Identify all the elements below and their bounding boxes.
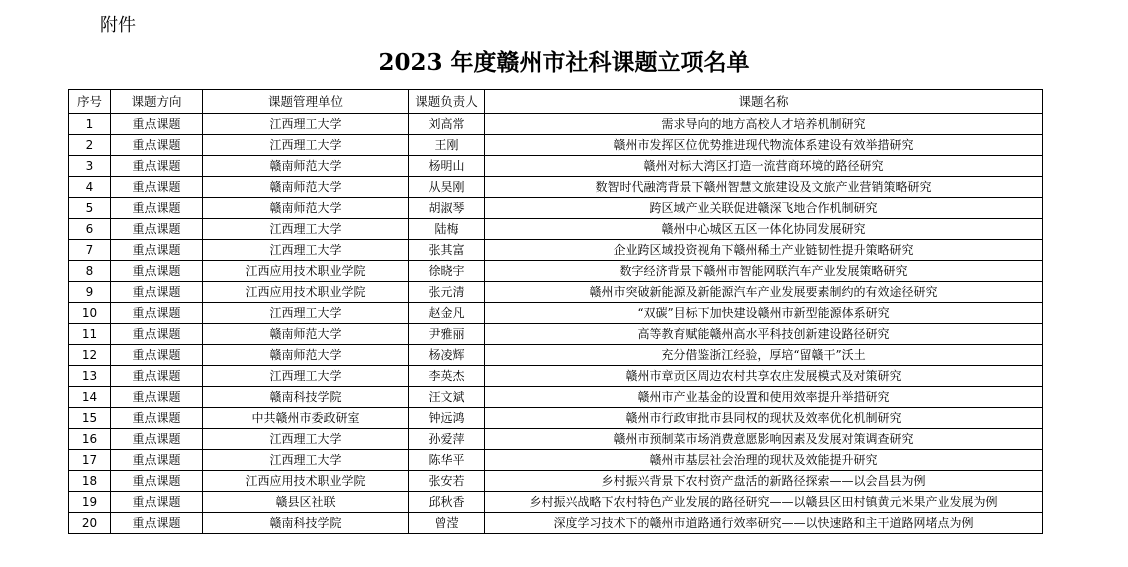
- cell-serial-number: 6: [69, 219, 111, 240]
- cell-project-direction: 重点课题: [111, 471, 203, 492]
- header-project-direction: 课题方向: [111, 90, 203, 114]
- cell-project-leader: 胡淑琴: [409, 198, 485, 219]
- cell-project-direction: 重点课题: [111, 387, 203, 408]
- cell-project-direction: 重点课题: [111, 177, 203, 198]
- cell-project-leader: 王刚: [409, 135, 485, 156]
- cell-project-direction: 重点课题: [111, 156, 203, 177]
- cell-managing-unit: 江西理工大学: [203, 366, 409, 387]
- cell-project-leader: 杨明山: [409, 156, 485, 177]
- table-row: [69, 408, 1043, 429]
- cell-project-direction: 重点课题: [111, 219, 203, 240]
- cell-project-leader: 刘高常: [409, 114, 485, 135]
- cell-serial-number: 9: [69, 282, 111, 303]
- cell-managing-unit: 江西理工大学: [203, 135, 409, 156]
- cell-project-leader: 孙爱萍: [409, 429, 485, 450]
- cell-managing-unit: 江西理工大学: [203, 450, 409, 471]
- cell-project-leader: 汪文斌: [409, 387, 485, 408]
- table-row: [69, 282, 1043, 303]
- cell-project-name: 赣州中心城区五区一体化协同发展研究: [485, 219, 1043, 240]
- cell-project-leader: 曾滢: [409, 513, 485, 534]
- cell-project-name: 赣州市预制菜市场消费意愿影响因素及发展对策调查研究: [485, 429, 1043, 450]
- cell-serial-number: 17: [69, 450, 111, 471]
- cell-serial-number: 16: [69, 429, 111, 450]
- table-row: [69, 177, 1043, 198]
- cell-project-name: 跨区域产业关联促进赣深飞地合作机制研究: [485, 198, 1043, 219]
- table-row: [69, 135, 1043, 156]
- cell-serial-number: 4: [69, 177, 111, 198]
- cell-project-name: 赣州市发挥区位优势推进现代物流体系建设有效举措研究: [485, 135, 1043, 156]
- table-row: [69, 198, 1043, 219]
- cell-serial-number: 10: [69, 303, 111, 324]
- cell-project-name: 需求导向的地方高校人才培养机制研究: [485, 114, 1043, 135]
- cell-serial-number: 18: [69, 471, 111, 492]
- cell-project-leader: 张其富: [409, 240, 485, 261]
- cell-project-direction: 重点课题: [111, 492, 203, 513]
- header-project-name: 课题名称: [485, 90, 1043, 114]
- cell-project-direction: 重点课题: [111, 513, 203, 534]
- cell-managing-unit: 江西应用技术职业学院: [203, 261, 409, 282]
- cell-serial-number: 3: [69, 156, 111, 177]
- cell-managing-unit: 赣南科技学院: [203, 513, 409, 534]
- cell-project-direction: 重点课题: [111, 408, 203, 429]
- cell-project-name: 赣州对标大湾区打造一流营商环境的路径研究: [485, 156, 1043, 177]
- cell-project-name: “双碳”目标下加快建设赣州市新型能源体系研究: [485, 303, 1043, 324]
- cell-project-direction: 重点课题: [111, 282, 203, 303]
- cell-managing-unit: 赣南师范大学: [203, 324, 409, 345]
- cell-serial-number: 1: [69, 114, 111, 135]
- cell-serial-number: 5: [69, 198, 111, 219]
- table-row: [69, 492, 1043, 513]
- cell-project-leader: 邱秋香: [409, 492, 485, 513]
- cell-project-leader: 徐晓宇: [409, 261, 485, 282]
- cell-managing-unit: 赣县区社联: [203, 492, 409, 513]
- cell-project-name: 赣州市产业基金的设置和使用效率提升举措研究: [485, 387, 1043, 408]
- table-row: [69, 303, 1043, 324]
- table-row: [69, 324, 1043, 345]
- cell-managing-unit: 江西理工大学: [203, 240, 409, 261]
- document-title: 2023 年度赣州市社科课题立项名单: [378, 49, 750, 76]
- table-row: [69, 240, 1043, 261]
- cell-managing-unit: 江西理工大学: [203, 429, 409, 450]
- cell-serial-number: 11: [69, 324, 111, 345]
- cell-project-name: 赣州市突破新能源及新能源汽车产业发展要素制约的有效途径研究: [485, 282, 1043, 303]
- table-row: [69, 450, 1043, 471]
- cell-project-name: 赣州市行政审批市县同权的现状及效率优化机制研究: [485, 408, 1043, 429]
- cell-serial-number: 8: [69, 261, 111, 282]
- cell-managing-unit: 赣南师范大学: [203, 198, 409, 219]
- table-row: [69, 387, 1043, 408]
- header-serial-number: 序号: [69, 90, 111, 114]
- cell-managing-unit: 江西理工大学: [203, 114, 409, 135]
- cell-project-leader: 尹雅丽: [409, 324, 485, 345]
- cell-project-name: 高等教育赋能赣州高水平科技创新建设路径研究: [485, 324, 1043, 345]
- cell-managing-unit: 江西应用技术职业学院: [203, 282, 409, 303]
- cell-managing-unit: 中共赣州市委政研室: [203, 408, 409, 429]
- cell-project-leader: 陈华平: [409, 450, 485, 471]
- cell-project-direction: 重点课题: [111, 240, 203, 261]
- cell-project-name: 数字经济背景下赣州市智能网联汽车产业发展策略研究: [485, 261, 1043, 282]
- cell-project-leader: 张元清: [409, 282, 485, 303]
- cell-project-name: 企业跨区域投资视角下赣州稀土产业链韧性提升策略研究: [485, 240, 1043, 261]
- project-list-table: [68, 89, 1043, 534]
- cell-project-direction: 重点课题: [111, 135, 203, 156]
- table-row: [69, 366, 1043, 387]
- cell-project-direction: 重点课题: [111, 324, 203, 345]
- table-header-row: [69, 90, 1043, 114]
- cell-serial-number: 14: [69, 387, 111, 408]
- cell-project-direction: 重点课题: [111, 366, 203, 387]
- cell-project-name: 数智时代融湾背景下赣州智慧文旅建设及文旅产业营销策略研究: [485, 177, 1043, 198]
- cell-managing-unit: 江西应用技术职业学院: [203, 471, 409, 492]
- cell-project-leader: 杨凌辉: [409, 345, 485, 366]
- cell-serial-number: 19: [69, 492, 111, 513]
- table-row: [69, 219, 1043, 240]
- cell-project-direction: 重点课题: [111, 450, 203, 471]
- cell-project-leader: 从昊刚: [409, 177, 485, 198]
- table-row: [69, 471, 1043, 492]
- cell-project-name: 乡村振兴战略下农村特色产业发展的路径研究——以赣县区田村镇黄元米果产业发展为例: [485, 492, 1043, 513]
- cell-managing-unit: 江西理工大学: [203, 303, 409, 324]
- cell-managing-unit: 赣南师范大学: [203, 345, 409, 366]
- table-row: [69, 429, 1043, 450]
- table-row: [69, 156, 1043, 177]
- cell-project-name: 赣州市章贡区周边农村共享农庄发展模式及对策研究: [485, 366, 1043, 387]
- cell-managing-unit: 赣南科技学院: [203, 387, 409, 408]
- cell-project-leader: 陆梅: [409, 219, 485, 240]
- cell-serial-number: 7: [69, 240, 111, 261]
- cell-project-leader: 李英杰: [409, 366, 485, 387]
- cell-project-leader: 钟远鸿: [409, 408, 485, 429]
- cell-project-leader: 赵金凡: [409, 303, 485, 324]
- header-managing-unit: 课题管理单位: [203, 90, 409, 114]
- cell-serial-number: 2: [69, 135, 111, 156]
- table-row: [69, 345, 1043, 366]
- cell-project-name: 充分借鉴浙江经验，厚培“留赣干”沃土: [485, 345, 1043, 366]
- cell-serial-number: 12: [69, 345, 111, 366]
- table-row: [69, 261, 1043, 282]
- table-body: [69, 114, 1043, 534]
- attachment-label: 附件: [100, 15, 136, 36]
- cell-serial-number: 13: [69, 366, 111, 387]
- cell-project-name: 赣州市基层社会治理的现状及效能提升研究: [485, 450, 1043, 471]
- cell-project-name: 乡村振兴背景下农村资产盘活的新路径探索——以会昌县为例: [485, 471, 1043, 492]
- cell-project-name: 深度学习技术下的赣州市道路通行效率研究——以快速路和主干道路网堵点为例: [485, 513, 1043, 534]
- cell-project-direction: 重点课题: [111, 114, 203, 135]
- table-row: [69, 513, 1043, 534]
- cell-serial-number: 20: [69, 513, 111, 534]
- cell-project-direction: 重点课题: [111, 345, 203, 366]
- cell-project-direction: 重点课题: [111, 261, 203, 282]
- header-project-leader: 课题负责人: [409, 90, 485, 114]
- cell-managing-unit: 江西理工大学: [203, 219, 409, 240]
- cell-managing-unit: 赣南师范大学: [203, 156, 409, 177]
- cell-project-direction: 重点课题: [111, 303, 203, 324]
- cell-serial-number: 15: [69, 408, 111, 429]
- cell-project-leader: 张安若: [409, 471, 485, 492]
- cell-project-direction: 重点课题: [111, 429, 203, 450]
- cell-managing-unit: 赣南师范大学: [203, 177, 409, 198]
- table-row: [69, 114, 1043, 135]
- cell-project-direction: 重点课题: [111, 198, 203, 219]
